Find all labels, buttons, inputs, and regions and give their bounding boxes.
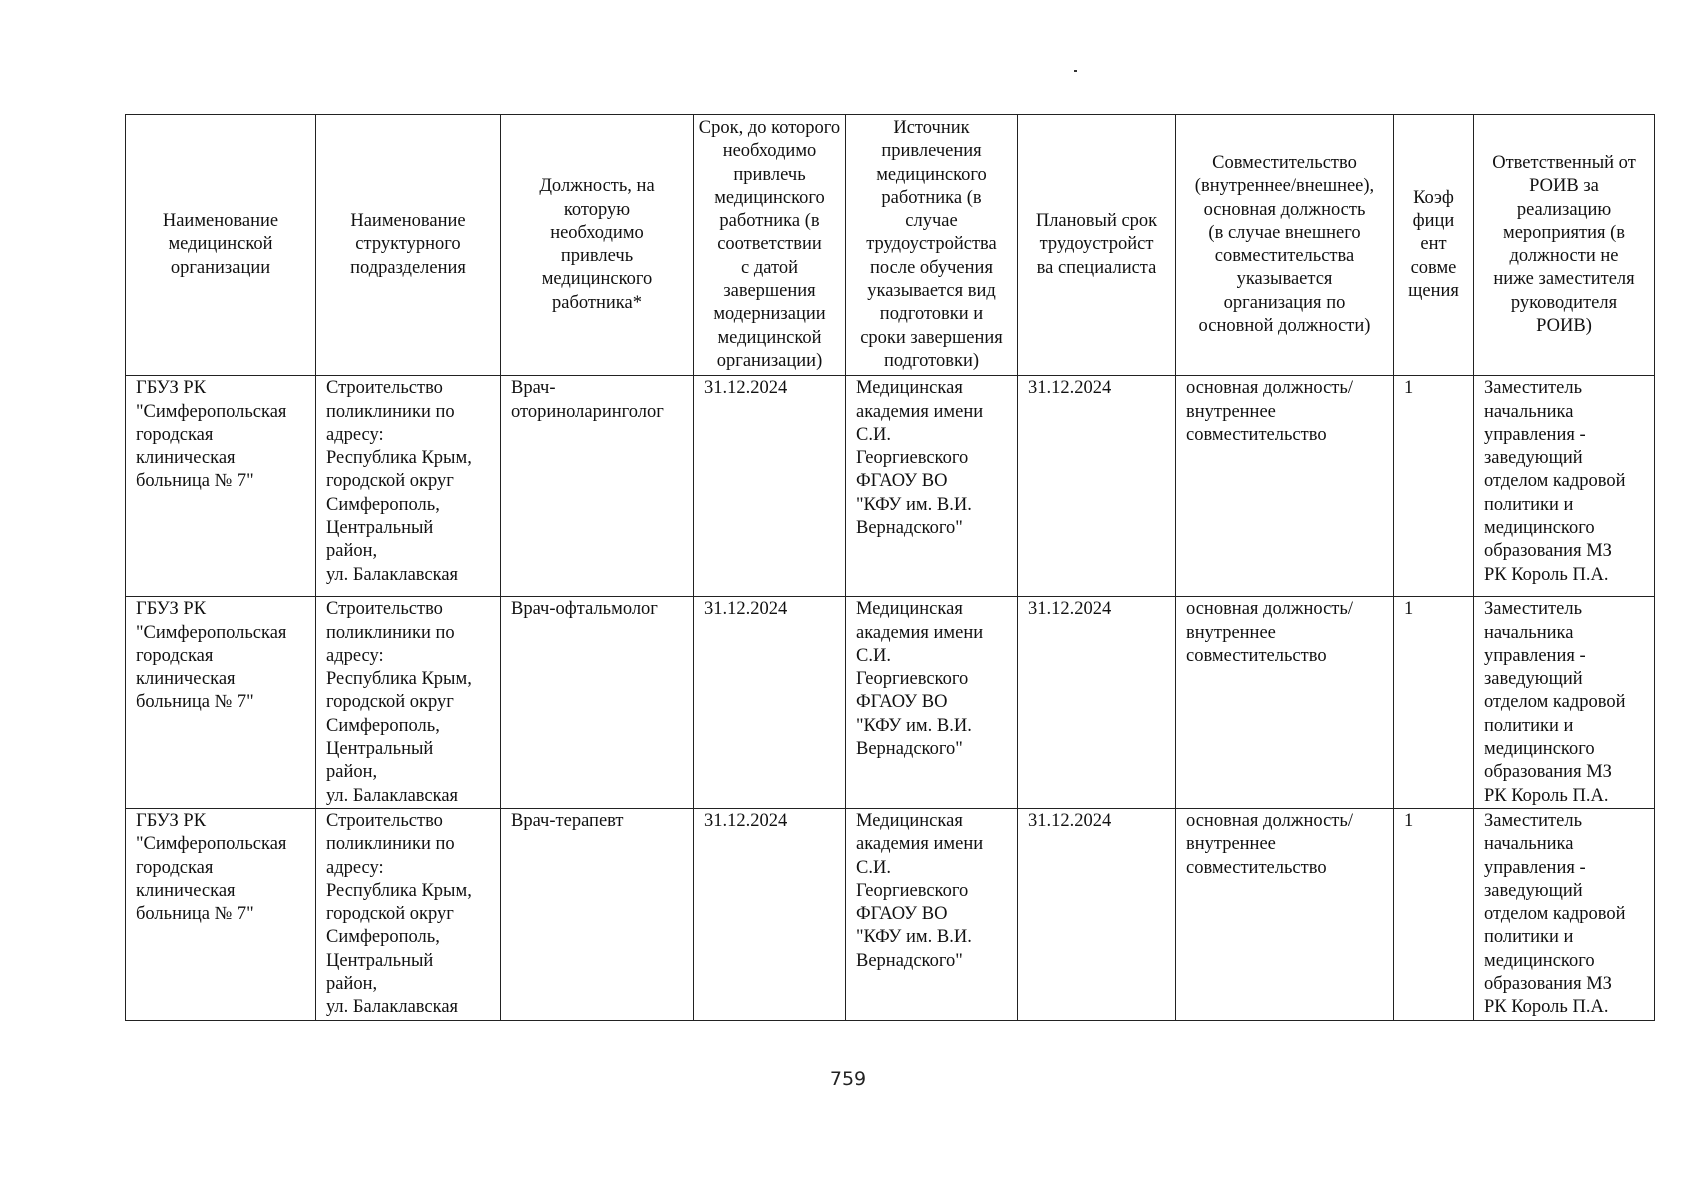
cell-source: Медицинская академия имени С.И. Георгиевского ФГАОУ ВО "КФУ им. В.И. Вернадского" [846, 597, 1018, 809]
cell-combination: основная должность/ внутреннее совместительство [1176, 808, 1394, 1020]
cell-structural-unit: Строительство поликлиники по адресу: Республика Крым, городской округ Симферополь, Центральный район, ул. Балаклавская [316, 376, 501, 597]
page-number: 759 [829, 1068, 867, 1090]
cell-position: Врач-офтальмолог [501, 597, 694, 809]
header-row [126, 115, 1655, 376]
header-combination: Совместительство (внутреннее/внешнее), основная должность (в случае внешнего совместительства указывается организация по основной должности) [1176, 115, 1394, 376]
table-row [126, 808, 1655, 1020]
header-position: Должность, на которую необходимо привлечь медицинского работника* [501, 115, 694, 376]
header-responsible: Ответственный от РОИВ за реализацию мероприятия (в должности не ниже заместителя руководителя РОИВ) [1474, 115, 1655, 376]
cell-medical-organization: ГБУЗ РК "Симферопольская городская клиническая больница № 7" [126, 808, 316, 1020]
cell-responsible: Заместитель начальника управления - заведующий отделом кадровой политики и медицинского образования МЗ РК Король П.А. [1474, 597, 1655, 809]
cell-structural-unit: Строительство поликлиники по адресу: Республика Крым, городской округ Симферополь, Центральный район, ул. Балаклавская [316, 808, 501, 1020]
cell-medical-organization: ГБУЗ РК "Симферопольская городская клиническая больница № 7" [126, 376, 316, 597]
header-deadline [694, 115, 846, 376]
cell-structural-unit: Строительство поликлиники по адресу: Республика Крым, городской округ Симферополь, Центральный район, ул. Балаклавская [316, 597, 501, 809]
cell-planned-date: 31.12.2024 [1018, 376, 1176, 597]
table-header [126, 115, 1655, 376]
cell-responsible: Заместитель начальника управления - заведующий отделом кадровой политики и медицинского образования МЗ РК Король П.А. [1474, 808, 1655, 1020]
table-body [126, 376, 1655, 1020]
cell-combination: основная должность/ внутреннее совместительство [1176, 376, 1394, 597]
cell-deadline: 31.12.2024 [694, 808, 846, 1020]
cell-planned-date: 31.12.2024 [1018, 808, 1176, 1020]
cell-responsible: Заместитель начальника управления - заведующий отделом кадровой политики и медицинского образования МЗ РК Король П.А. [1474, 376, 1655, 597]
cell-deadline: 31.12.2024 [694, 597, 846, 809]
cell-position: Врач-терапевт [501, 808, 694, 1020]
staffing-table [125, 114, 1655, 1021]
header-deadline-text: Срок, до которого необходимо привлечь медицинского работника (в соответствии с датой завершения модернизации медицинской организации) [698, 118, 841, 371]
header-structural-unit: Наименование структурного подразделения [316, 115, 501, 376]
scan-speck [1074, 70, 1077, 72]
header-medical-organization: Наименование медицинской организации [126, 115, 316, 376]
cell-coefficient: 1 [1394, 376, 1474, 597]
cell-source: Медицинская академия имени С.И. Георгиевского ФГАОУ ВО "КФУ им. В.И. Вернадского" [846, 376, 1018, 597]
cell-coefficient: 1 [1394, 808, 1474, 1020]
header-planned-date: Плановый срок трудоустройст ва специалиста [1018, 115, 1176, 376]
table-row [126, 376, 1655, 597]
cell-position: Врач- оториноларинголог [501, 376, 694, 597]
cell-deadline: 31.12.2024 [694, 376, 846, 597]
cell-coefficient: 1 [1394, 597, 1474, 809]
header-source: Источник привлечения медицинского работника (в случае трудоустройства после обучения указывается вид подготовки и сроки завершения подготовки) [846, 115, 1018, 376]
cell-combination: основная должность/ внутреннее совместительство [1176, 597, 1394, 809]
header-coefficient: Коэф фици ент совме щения [1394, 115, 1474, 376]
cell-source: Медицинская академия имени С.И. Георгиевского ФГАОУ ВО "КФУ им. В.И. Вернадского" [846, 808, 1018, 1020]
cell-medical-organization: ГБУЗ РК "Симферопольская городская клиническая больница № 7" [126, 597, 316, 809]
table-row [126, 597, 1655, 809]
cell-planned-date: 31.12.2024 [1018, 597, 1176, 809]
